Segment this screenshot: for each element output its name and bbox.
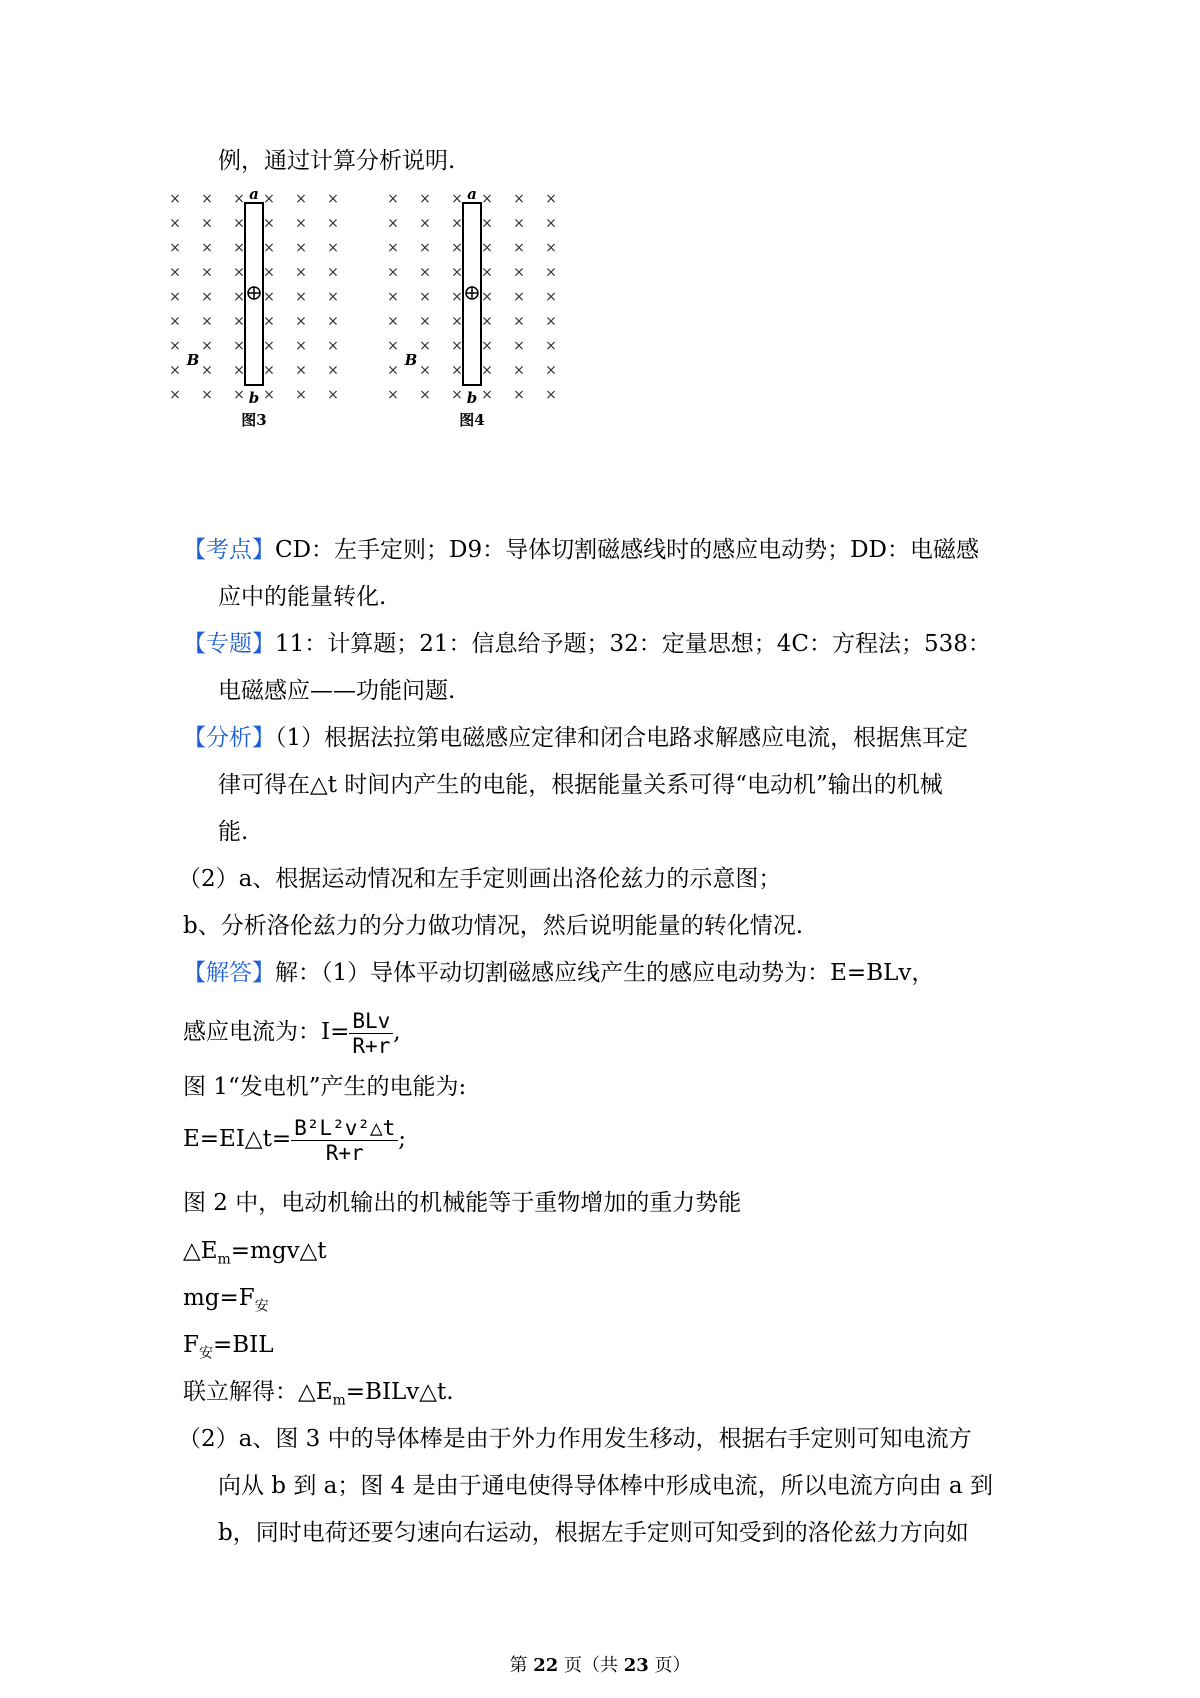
field-cross-icon: ×	[481, 191, 493, 207]
field-cross-icon: ×	[263, 191, 275, 207]
field-cross-icon: ×	[545, 387, 557, 403]
field-cross-icon: ×	[327, 191, 339, 207]
part2-line-3: b，同时电荷还要匀速向右运动，根据左手定则可知受到的洛伦兹力方向如	[218, 1520, 969, 1546]
field-cross-icon: ×	[201, 264, 213, 281]
field-cross-icon: ×	[387, 191, 399, 207]
field-cross-icon: ×	[295, 387, 307, 403]
field-cross-icon: ×	[513, 264, 525, 281]
field-label-B: B	[404, 351, 418, 369]
field-cross-icon: ×	[169, 362, 181, 379]
field-cross-icon: ×	[233, 289, 245, 305]
rod-label-b: b	[466, 389, 478, 407]
jieda-text: 解：（1）导体平动切割磁感应线产生的感应电动势为：E=BLv，	[275, 960, 935, 986]
field-cross-icon: ×	[481, 387, 493, 403]
jieda-tag: 【解答】	[183, 960, 275, 986]
field-cross-icon: ×	[545, 313, 557, 330]
field-cross-icon: ×	[169, 313, 181, 330]
page-footer: 第 22 页（共 23 页）	[509, 1655, 691, 1676]
kaodian-text: CD：左手定则；D9：导体切割磁感线时的感应电动势；DD：电磁感	[275, 537, 979, 563]
intro-line: 例，通过计算分析说明.	[218, 148, 456, 174]
page-total: 23	[623, 1655, 649, 1676]
zhuanti-line-1	[183, 629, 991, 659]
field-cross-icon: ×	[169, 240, 181, 256]
field-cross-icon: ×	[169, 215, 181, 232]
field-cross-icon: ×	[169, 289, 181, 305]
part2-line-1: （2）a、图 3 中的导体棒是由于外力作用发生移动，根据右手定则可知电流方	[178, 1426, 972, 1452]
field-cross-icon: ×	[451, 215, 463, 232]
field-cross-icon: ×	[233, 338, 245, 354]
jieda-line-3: 图 1“发电机”产生的电能为:	[183, 1074, 467, 1100]
field-cross-icon: ×	[201, 191, 213, 207]
field-cross-icon: ×	[263, 240, 275, 256]
field-cross-icon: ×	[327, 362, 339, 379]
field-cross-icon: ×	[327, 313, 339, 330]
field-cross-icon: ×	[419, 240, 431, 256]
field-cross-icon: ×	[263, 362, 275, 379]
field-cross-icon: ×	[513, 313, 525, 330]
field-cross-icon: ×	[451, 289, 463, 305]
energy-fraction: $\frac{\text{B²L²v²△t}}{R+r}$	[291, 1116, 398, 1165]
field-cross-icon: ×	[419, 387, 431, 403]
field-cross-icon: ×	[169, 191, 181, 207]
field-cross-icon: ×	[169, 387, 181, 403]
field-cross-icon: ×	[233, 387, 245, 403]
field-cross-icon: ×	[201, 289, 213, 305]
field-cross-icon: ×	[327, 215, 339, 232]
field-cross-icon: ×	[387, 362, 399, 379]
field-cross-icon: ×	[419, 215, 431, 232]
field-cross-icon: ×	[451, 387, 463, 403]
zhuanti-line-2: 电磁感应——功能问题.	[218, 678, 456, 704]
field-cross-icon: ×	[545, 240, 557, 256]
result-equation: 联立解得：$\triangle E_m=BILv\triangle t$.	[183, 1379, 454, 1409]
field-cross-icon: ×	[201, 362, 213, 379]
f-equation: $F_安=BIL$	[183, 1332, 274, 1362]
field-cross-icon: ×	[419, 362, 431, 379]
field-cross-icon: ×	[327, 240, 339, 256]
figure-3-diagram	[165, 185, 415, 495]
figure-4-caption: 图4	[459, 411, 485, 429]
kaodian-line-1	[183, 535, 979, 565]
field-cross-icon: ×	[233, 362, 245, 379]
field-cross-icon: ×	[295, 215, 307, 232]
figure-3	[165, 185, 415, 495]
current-fraction: $\frac{\text{BLv}}{R+r}$	[349, 1009, 393, 1058]
fenxi-text: （1）根据法拉第电磁感应定律和闭合电路求解感应电流，根据焦耳定	[275, 725, 969, 751]
field-cross-icon: ×	[545, 191, 557, 207]
field-cross-icon: ×	[513, 191, 525, 207]
field-cross-icon: ×	[233, 264, 245, 281]
field-cross-icon: ×	[545, 338, 557, 354]
field-cross-icon: ×	[451, 338, 463, 354]
fenxi-tag: 【分析】	[183, 725, 275, 751]
field-cross-icon: ×	[545, 289, 557, 305]
field-label-B: B	[186, 351, 200, 369]
field-cross-icon: ×	[419, 191, 431, 207]
field-cross-icon: ×	[513, 338, 525, 354]
field-cross-icon: ×	[233, 313, 245, 330]
field-cross-icon: ×	[481, 338, 493, 354]
field-cross-icon: ×	[419, 313, 431, 330]
jieda-line-1	[183, 958, 934, 988]
rod-label-a: a	[467, 185, 477, 203]
figure-4-diagram	[383, 185, 633, 495]
field-cross-icon: ×	[387, 264, 399, 281]
field-cross-icon: ×	[327, 289, 339, 305]
field-cross-icon: ×	[263, 264, 275, 281]
field-cross-icon: ×	[327, 387, 339, 403]
field-cross-icon: ×	[513, 215, 525, 232]
field-cross-icon: ×	[201, 338, 213, 354]
fenxi-line-4: （2）a、根据运动情况和左手定则画出洛伦兹力的示意图；	[178, 866, 782, 892]
field-cross-icon: ×	[201, 240, 213, 256]
field-cross-icon: ×	[481, 313, 493, 330]
field-cross-icon: ×	[481, 289, 493, 305]
field-cross-icon: ×	[513, 387, 525, 403]
field-cross-icon: ×	[327, 338, 339, 354]
field-cross-icon: ×	[327, 264, 339, 281]
field-cross-icon: ×	[295, 313, 307, 330]
field-cross-icon: ×	[513, 289, 525, 305]
figure-4	[383, 185, 633, 495]
field-cross-icon: ×	[233, 240, 245, 256]
field-cross-icon: ×	[295, 240, 307, 256]
mg-equation: $mg=F_安$	[183, 1285, 269, 1315]
field-cross-icon: ×	[451, 264, 463, 281]
field-cross-icon: ×	[263, 289, 275, 305]
field-cross-icon: ×	[419, 264, 431, 281]
field-cross-icon: ×	[451, 240, 463, 256]
page-number: 22	[533, 1655, 559, 1676]
fenxi-line-3: 能.	[218, 819, 249, 845]
field-cross-icon: ×	[387, 215, 399, 232]
kaodian-tag: 【考点】	[183, 537, 275, 563]
kaodian-line-2: 应中的能量转化.	[218, 584, 387, 610]
field-cross-icon: ×	[481, 264, 493, 281]
field-cross-icon: ×	[419, 289, 431, 305]
field-cross-icon: ×	[201, 215, 213, 232]
field-cross-icon: ×	[451, 191, 463, 207]
field-cross-icon: ×	[233, 191, 245, 207]
field-cross-icon: ×	[201, 313, 213, 330]
field-cross-icon: ×	[295, 289, 307, 305]
field-cross-icon: ×	[513, 362, 525, 379]
rod-label-a: a	[249, 185, 259, 203]
field-cross-icon: ×	[419, 338, 431, 354]
field-cross-icon: ×	[545, 362, 557, 379]
jieda-line-5: 图 2 中，电动机输出的机械能等于重物增加的重力势能	[183, 1190, 742, 1216]
field-cross-icon: ×	[295, 362, 307, 379]
field-cross-icon: ×	[201, 387, 213, 403]
field-cross-icon: ×	[263, 313, 275, 330]
fenxi-line-5: b、分析洛伦兹力的分力做功情况，然后说明能量的转化情况.	[183, 913, 804, 939]
field-cross-icon: ×	[387, 240, 399, 256]
current-formula: 感应电流为：I= $\frac{\text{BLv}}{R+r}$ ,	[183, 1008, 401, 1058]
field-cross-icon: ×	[295, 191, 307, 207]
field-cross-icon: ×	[169, 264, 181, 281]
rod-label-b: b	[248, 389, 260, 407]
field-cross-icon: ×	[451, 362, 463, 379]
field-cross-icon: ×	[263, 387, 275, 403]
part2-line-2: 向从 b 到 a；图 4 是由于通电使得导体棒中形成电流，所以电流方向由 a 到	[218, 1473, 993, 1499]
fenxi-line-2: 律可得在△t 时间内产生的电能，根据能量关系可得“电动机”输出的机械	[218, 772, 943, 798]
field-cross-icon: ×	[513, 240, 525, 256]
field-cross-icon: ×	[545, 264, 557, 281]
field-cross-icon: ×	[233, 215, 245, 232]
zhuanti-text: 11：计算题；21：信息给予题；32：定量思想；4C：方程法；538：	[275, 631, 991, 657]
figure-3-caption: 图3	[241, 411, 267, 429]
field-cross-icon: ×	[263, 338, 275, 354]
field-cross-icon: ×	[387, 313, 399, 330]
field-cross-icon: ×	[169, 338, 181, 354]
field-cross-icon: ×	[481, 362, 493, 379]
field-cross-icon: ×	[387, 387, 399, 403]
field-cross-icon: ×	[545, 215, 557, 232]
field-cross-icon: ×	[387, 338, 399, 354]
fenxi-line-1	[183, 723, 968, 753]
field-cross-icon: ×	[387, 289, 399, 305]
field-cross-icon: ×	[481, 215, 493, 232]
field-cross-icon: ×	[295, 338, 307, 354]
energy-formula: E=EI△t= $\frac{\text{B²L²v²△t}}{R+r}$ ;	[183, 1115, 407, 1165]
field-cross-icon: ×	[481, 240, 493, 256]
field-cross-icon: ×	[451, 313, 463, 330]
field-cross-icon: ×	[295, 264, 307, 281]
em-equation: $\triangle E_m=mgv\triangle t$	[183, 1238, 327, 1268]
zhuanti-tag: 【专题】	[183, 631, 275, 657]
field-cross-icon: ×	[263, 215, 275, 232]
